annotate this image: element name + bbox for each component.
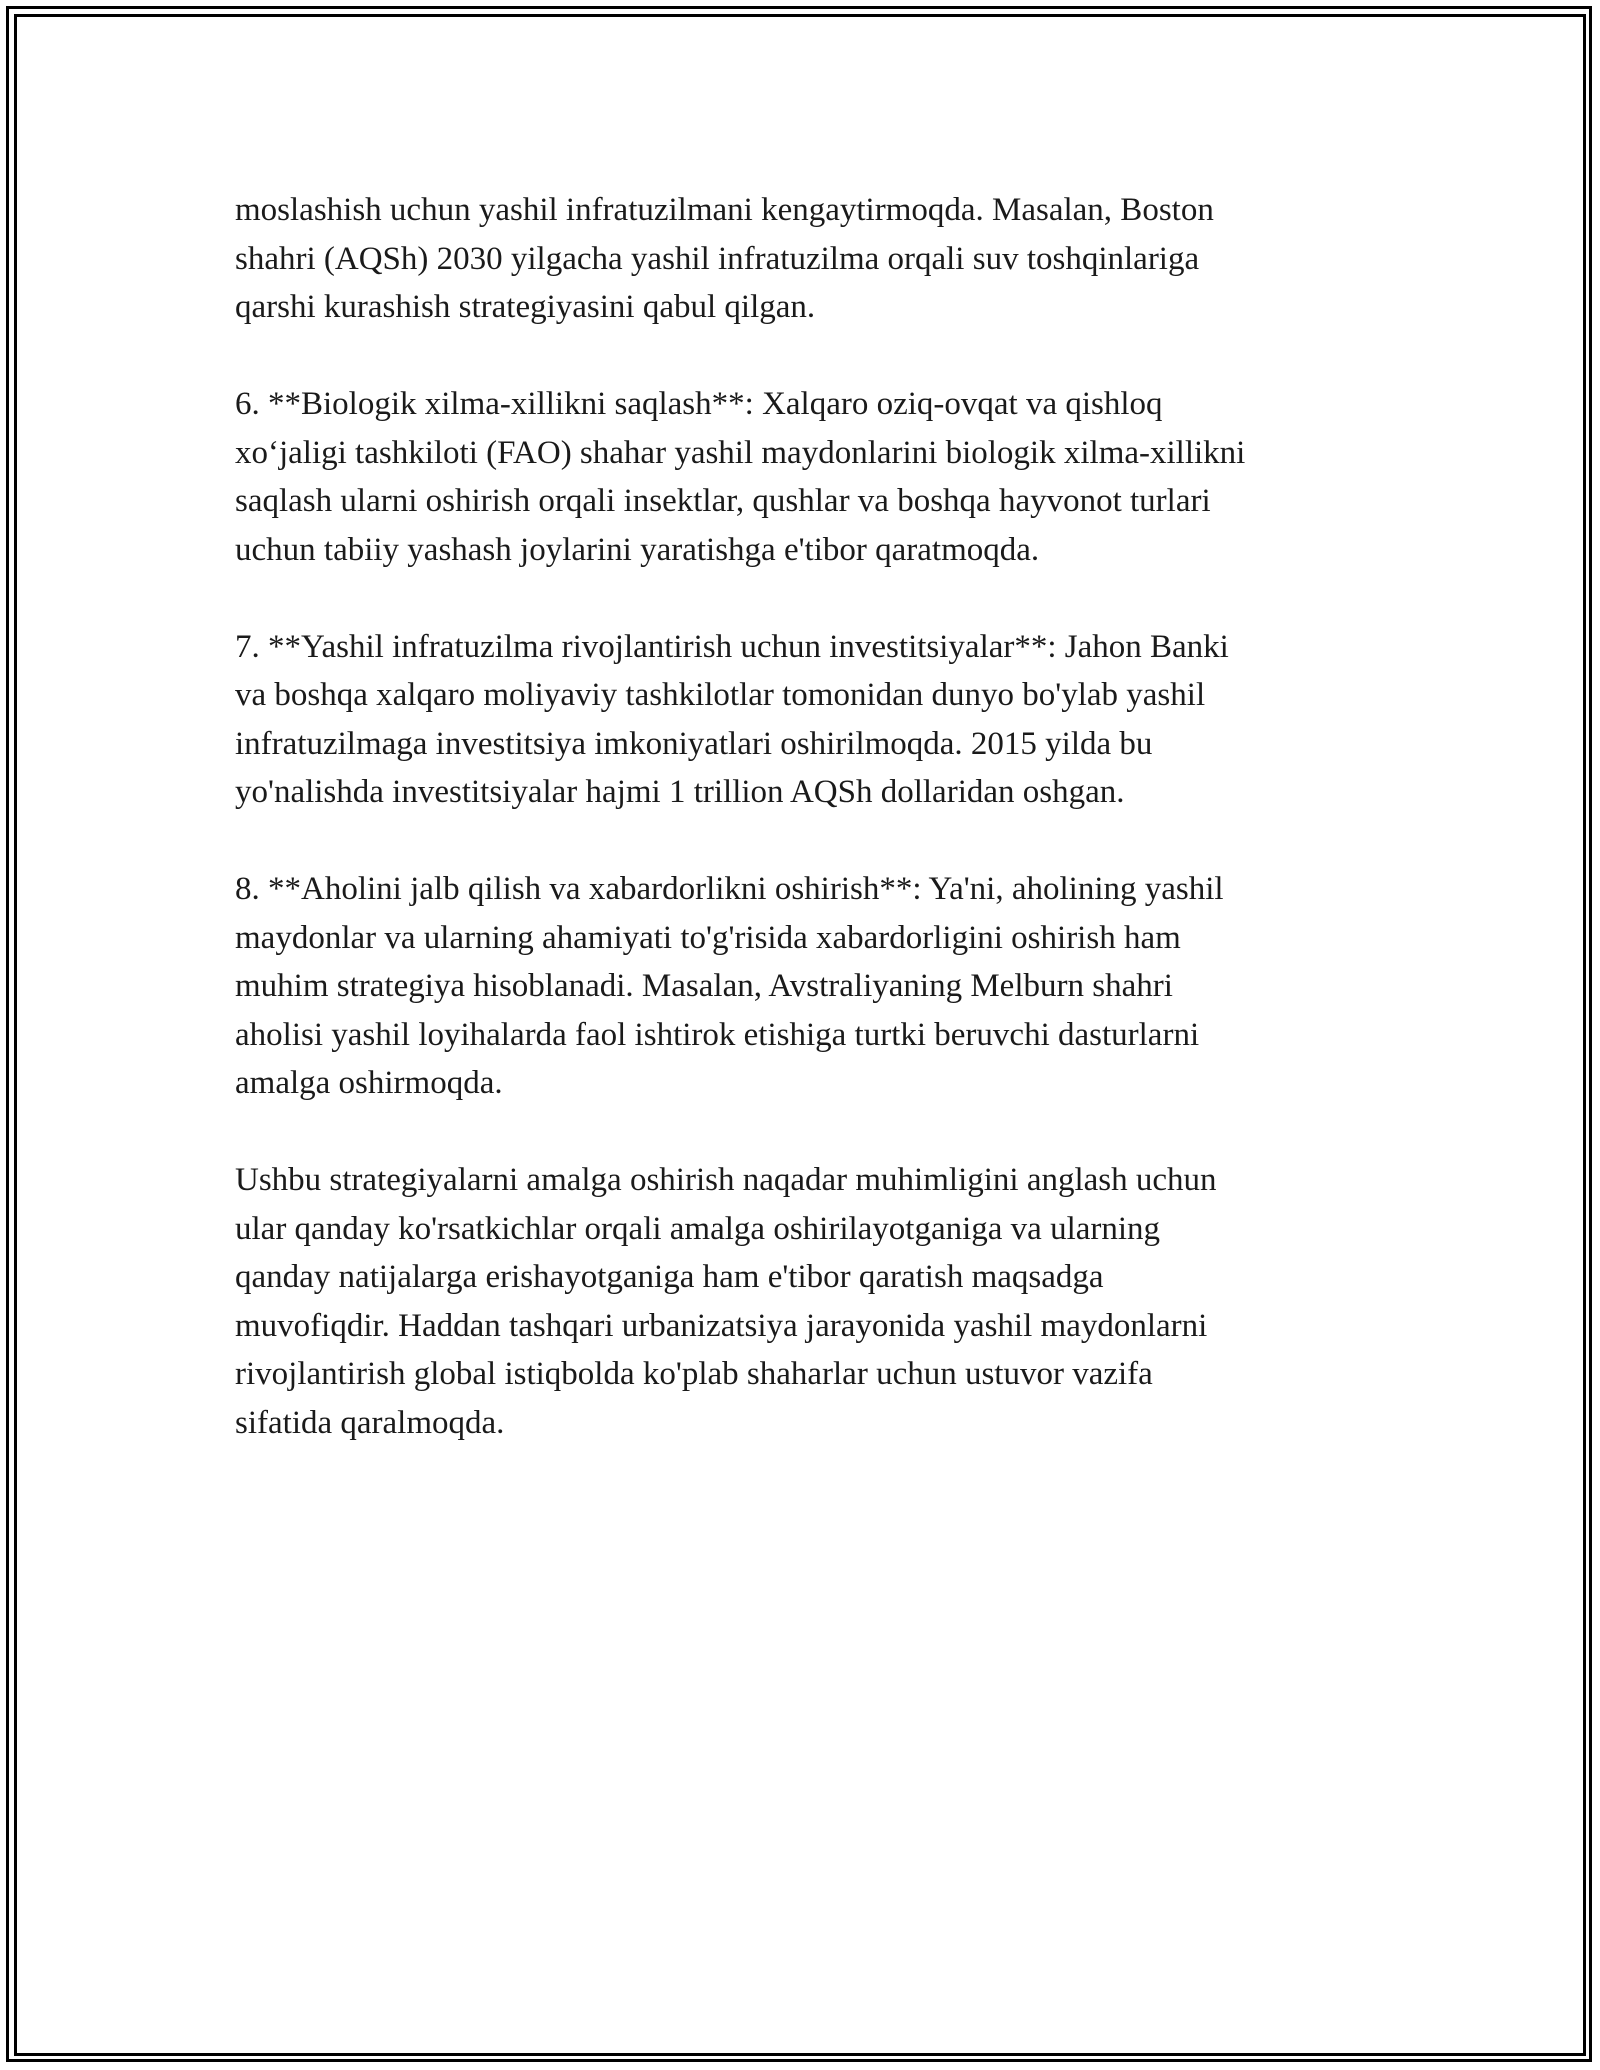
text-line: uchun tabiiy yashash joylarini yaratishga e'tibor qaratmoqda. — [235, 531, 1040, 568]
text-line: maydonlar va ularning ahamiyati to'g'risida xabardorligini oshirish ham — [235, 919, 1181, 956]
paragraph-conclusion — [235, 1156, 1385, 1447]
text-line: muvofiqdir. Haddan tashqari urbanizatsiya jarayonida yashil maydonlarni — [235, 1307, 1208, 1344]
paragraph-biodiversity — [235, 380, 1385, 574]
text-line: muhim strategiya hisoblanadi. Masalan, Avstraliyaning Melburn shahri — [235, 968, 1173, 1004]
paragraph-green-infrastructure-continued — [235, 186, 1385, 332]
document-body — [235, 186, 1385, 1496]
text-line: shahri (AQSh) 2030 yilgacha yashil infratuzilma orqali suv toshqinlariga — [235, 240, 1200, 277]
text-line: moslashish uchun yashil infratuzilmani kengaytirmoqda. Masalan, Boston — [235, 192, 1214, 228]
paragraph-investments — [235, 623, 1385, 817]
paragraph-public-engagement — [235, 865, 1385, 1108]
text-line: saqlash ularni oshirish orqali insektlar, qushlar va boshqa hayvonot turlari — [235, 483, 1211, 519]
text-line: amalga oshirmoqda. — [235, 1065, 503, 1101]
text-line: ular qanday ko'rsatkichlar orqali amalga oshirilayotganiga va ularning — [235, 1210, 1161, 1247]
text-line: sifatida qaralmoqda. — [235, 1404, 505, 1441]
text-line: 7. **Yashil infratuzilma rivojlantirish uchun investitsiyalar**: Jahon Banki — [235, 628, 1229, 665]
text-line: 8. **Aholini jalb qilish va xabardorlikni oshirish**: Ya'ni, aholining yashil — [235, 871, 1224, 907]
text-line: 6. **Biologik xilma-xillikni saqlash**: Xalqaro oziq-ovqat va qishloq — [235, 386, 1163, 422]
text-line: infratuzilmaga investitsiya imkoniyatlari oshirilmoqda. 2015 yilda bu — [235, 725, 1153, 762]
text-line: qanday natijalarga erishayotganiga ham e'tibor qaratish maqsadga — [235, 1259, 1104, 1295]
text-line: va boshqa xalqaro moliyaviy tashkilotlar tomonidan dunyo bo'ylab yashil — [235, 677, 1206, 713]
text-line: aholisi yashil loyihalarda faol ishtirok etishiga turtki beruvchi dasturlarni — [235, 1016, 1200, 1053]
text-line: yo'nalishda investitsiyalar hajmi 1 trillion AQSh dollaridan oshgan. — [235, 774, 1125, 810]
text-line: qarshi kurashish strategiyasini qabul qilgan. — [235, 289, 816, 325]
text-line: Ushbu strategiyalarni amalga oshirish naqadar muhimligini anglash uchun — [235, 1162, 1217, 1198]
text-line: rivojlantirish global istiqbolda ko'plab shaharlar uchun ustuvor vazifa — [235, 1356, 1153, 1392]
text-line: xo‘jaligi tashkiloti (FAO) shahar yashil maydonlarini biologik xilma-xillikni — [235, 434, 1246, 471]
